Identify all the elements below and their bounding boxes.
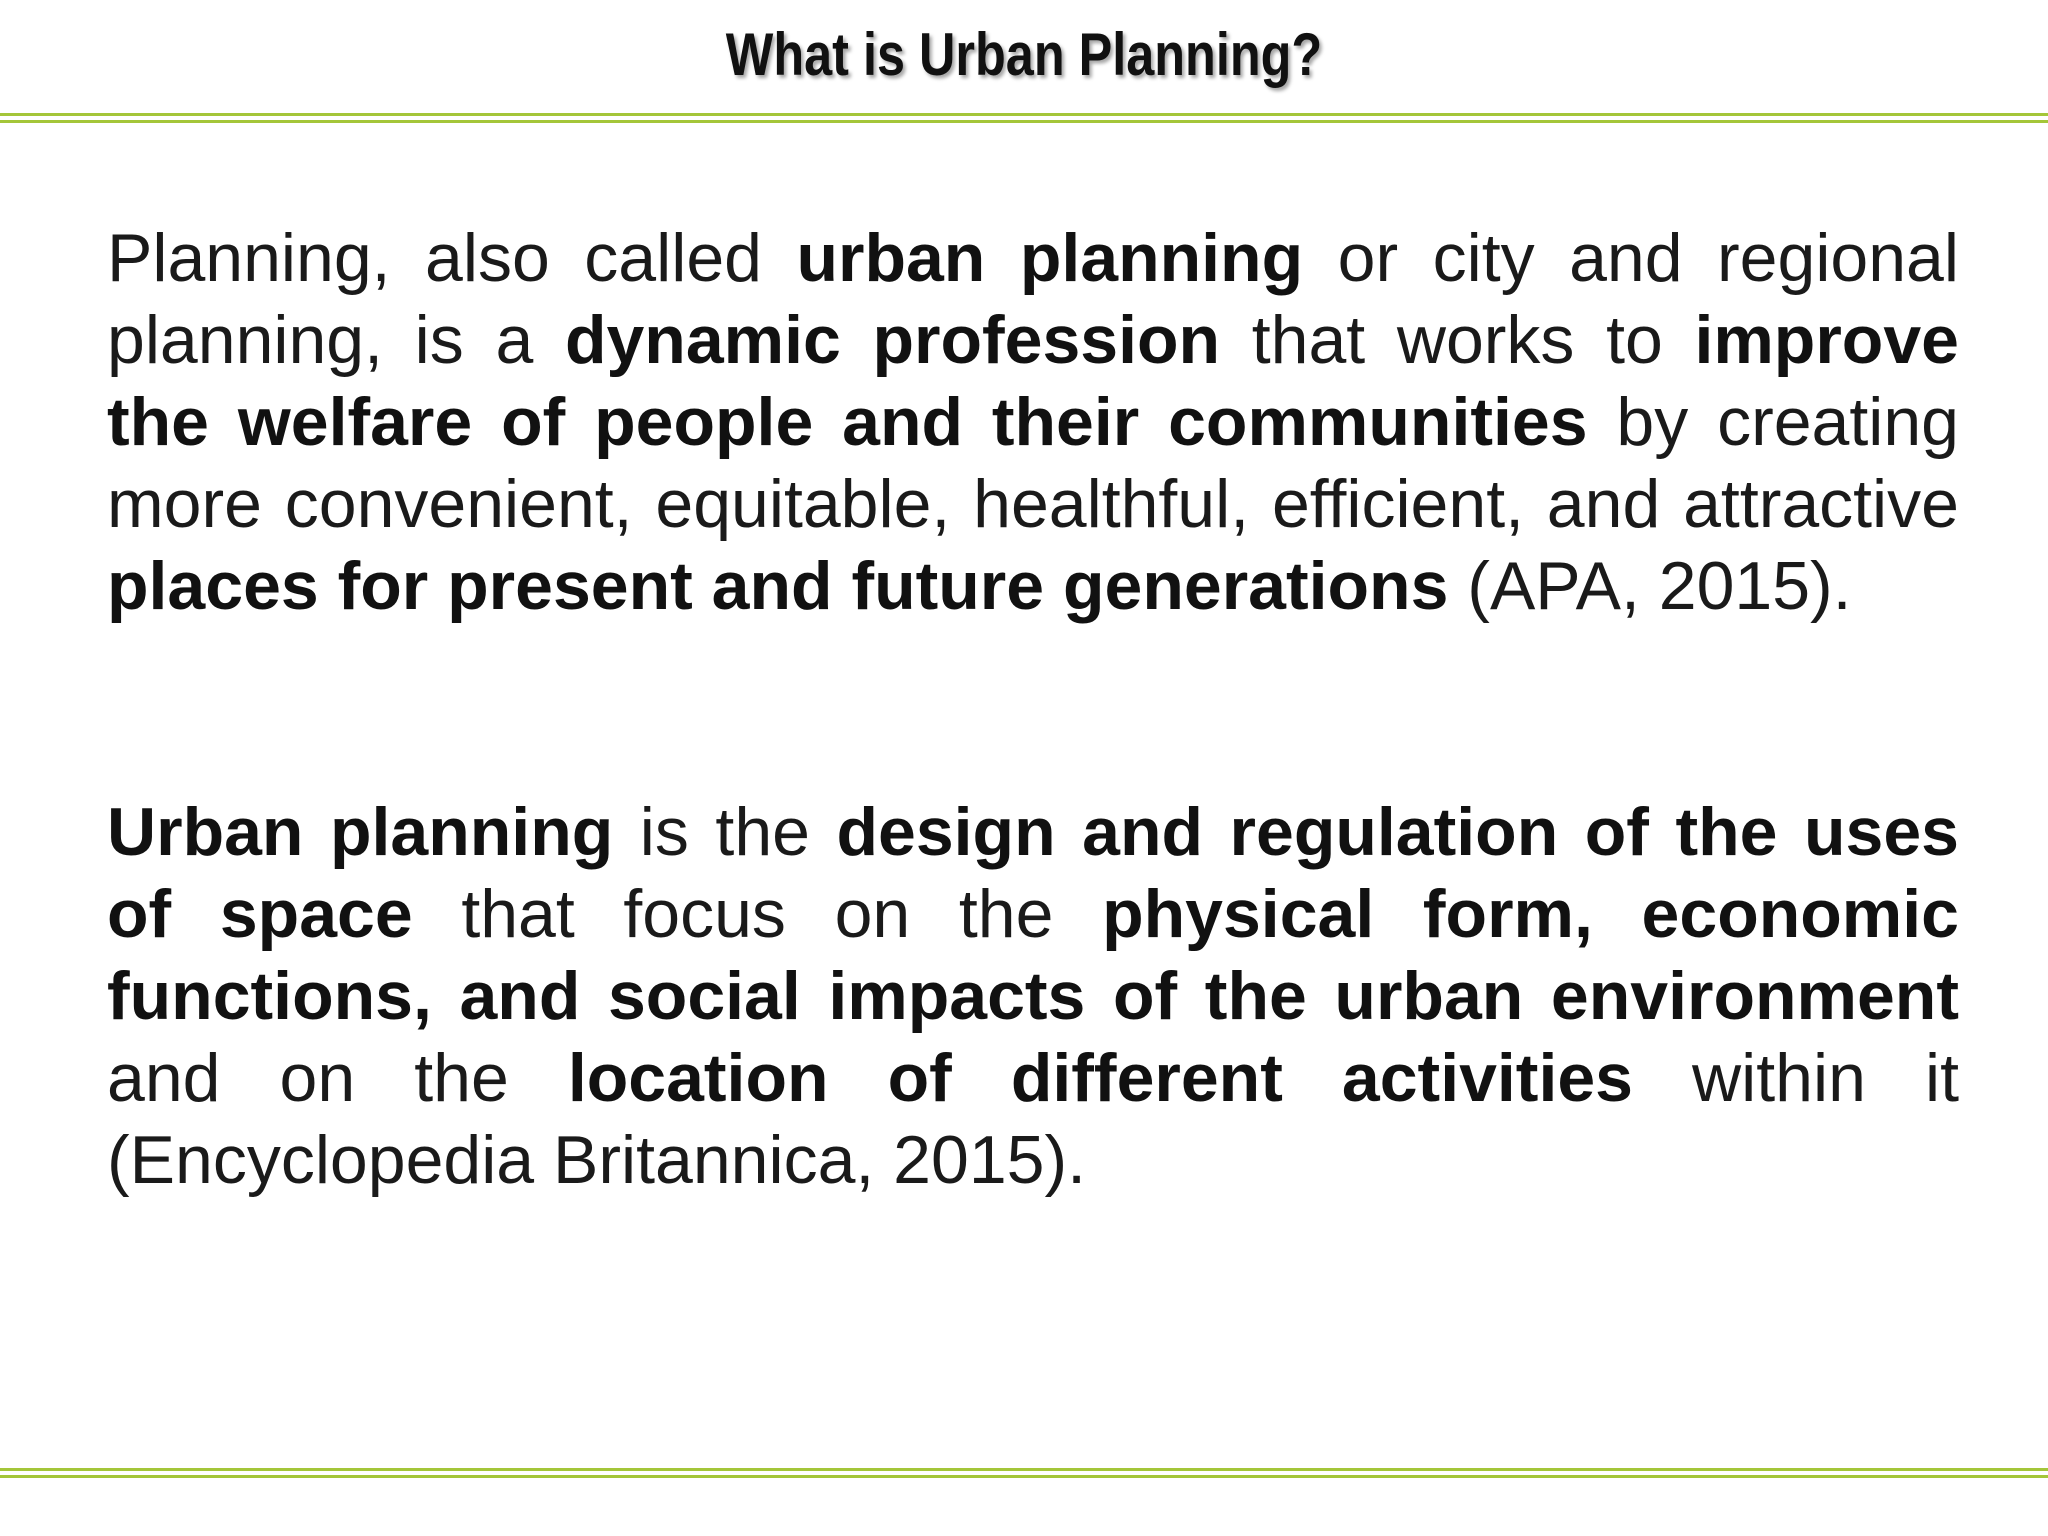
text-segment: is the bbox=[613, 794, 837, 870]
bottom-divider-line-2 bbox=[0, 1475, 2048, 1478]
bold-term: urban planning bbox=[796, 220, 1304, 296]
text-segment: that focus on the bbox=[412, 876, 1103, 952]
definition-paragraph-apa bbox=[107, 217, 1959, 627]
bold-term: physical form, economic functions, and social impacts of the urban environment bbox=[107, 876, 1959, 1034]
bold-term: Urban planning bbox=[107, 794, 614, 870]
citation: (APA, 2015). bbox=[1448, 548, 1852, 624]
bold-term: places for present and future generations bbox=[107, 548, 1449, 624]
text-segment: that works to bbox=[1220, 302, 1695, 378]
top-divider-line-1 bbox=[0, 113, 2048, 116]
bottom-divider bbox=[0, 1468, 2048, 1480]
text-segment: and on the bbox=[107, 1040, 568, 1116]
bold-term: location of different activities bbox=[567, 1040, 1633, 1116]
definition-paragraph-britannica bbox=[107, 791, 1959, 1201]
top-divider bbox=[0, 113, 2048, 125]
bold-term: design and regulation of the uses of space bbox=[107, 794, 1959, 952]
top-divider-line-2 bbox=[0, 120, 2048, 123]
text-segment: Planning, also called bbox=[107, 220, 797, 296]
text-segment: or city and regional planning, is a bbox=[107, 220, 1959, 378]
bottom-divider-line-1 bbox=[0, 1468, 2048, 1471]
bold-term: dynamic profession bbox=[564, 302, 1221, 378]
bold-term: improve the welfare of people and their communities bbox=[107, 302, 1959, 460]
slide-title: What is Urban Planning? bbox=[725, 21, 1323, 88]
citation: within it (Encyclopedia Britannica, 2015). bbox=[107, 1040, 1959, 1198]
text-segment: by creating more convenient, equitable, healthful, efficient, and attractive bbox=[107, 384, 1959, 542]
